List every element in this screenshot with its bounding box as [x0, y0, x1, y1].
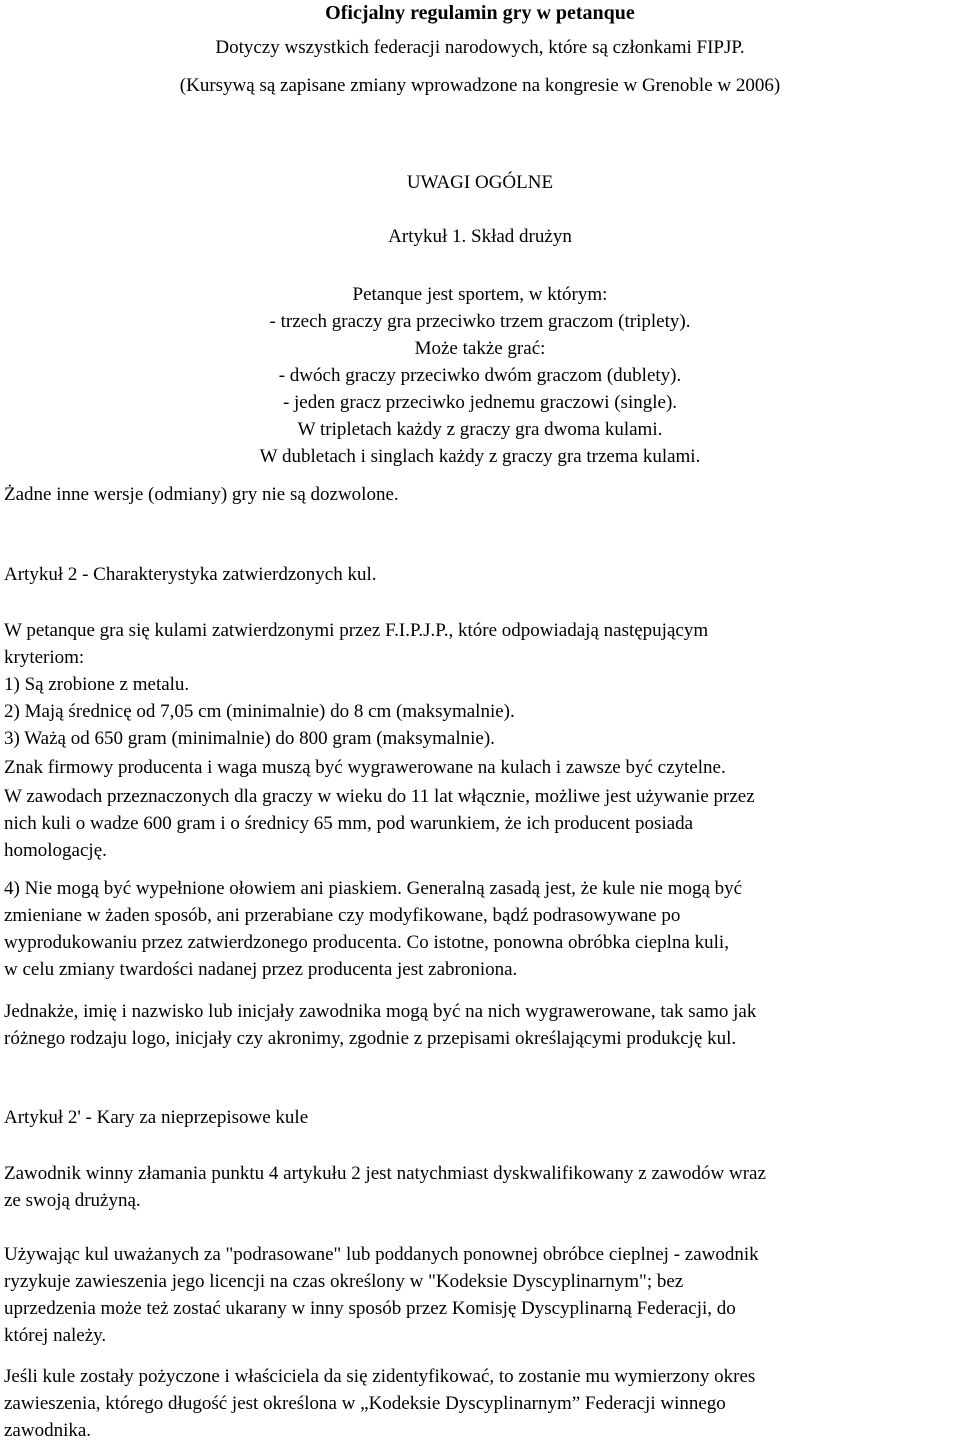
section-heading-general: UWAGI OGÓLNE [406, 172, 554, 193]
article-2-line: Znak firmowy producenta i waga muszą być wygrawerowane na kulach i zawsze być czytelne. [4, 757, 726, 778]
article-1-heading: Artykuł 1. Skład drużyn [388, 226, 572, 247]
document-subtitle-note: (Kursywą są zapisane zmiany wprowadzone na kongresie w Grenoble w 2006) [179, 75, 781, 96]
article-1-line: W dubletach i singlach każdy z graczy gra trzema kulami. [259, 446, 701, 467]
article-1-line: - dwóch graczy przeciwko dwóm graczom (dublety). [278, 365, 682, 386]
article-2p-line: ryzykuje zawieszenia jego licencji na czas określony w "Kodeksie Dyscyplinarnym"; bez [4, 1271, 684, 1292]
article-1-line: W tripletach każdy z graczy gra dwoma kulami. [297, 419, 663, 440]
article-2-line: w celu zmiany twardości nadanej przez producenta jest zabroniona. [4, 959, 518, 980]
article-2-line: 4) Nie mogą być wypełnione ołowiem ani piaskiem. Generalną zasadą jest, że kule nie mogą być [4, 878, 743, 899]
article-1-line: - trzech graczy gra przeciwko trzem graczom (triplety). [269, 311, 691, 332]
article-2-line: nich kuli o wadze 600 gram i o średnicy 65 mm, pod warunkiem, że ich producent posiada [4, 813, 694, 834]
article-2p-line: zawodnika. [4, 1420, 92, 1441]
article-2-line: zmieniane w żaden sposób, ani przerabiane czy modyfikowane, bądź podrasowywane po [4, 905, 681, 926]
article-1-line: Petanque jest sportem, w którym: [352, 284, 608, 305]
article-1-line: Może także grać: [414, 338, 546, 359]
article-2p-line: ze swoją drużyną. [4, 1190, 141, 1211]
article-2-line: wyprodukowaniu przez zatwierdzonego producenta. Co istotne, ponowna obróbka cieplna kuli, [4, 932, 729, 953]
article-2-line: homologację. [4, 840, 107, 861]
article-2-line: W petanque gra się kulami zatwierdzonymi przez F.I.P.J.P., które odpowiadają następującym [4, 620, 709, 641]
article-2-line: Jednakże, imię i nazwisko lub inicjały zawodnika mogą być na nich wygrawerowane, tak samo jak [4, 1001, 757, 1022]
article-2-line: 2) Mają średnicę od 7,05 cm (minimalnie) do 8 cm (maksymalnie). [4, 701, 515, 722]
article-2p-line: Zawodnik winny złamania punktu 4 artykułu 2 jest natychmiast dyskwalifikowany z zawodów wraz [4, 1163, 766, 1184]
article-2-line: W zawodach przeznaczonych dla graczy w wieku do 11 lat włącznie, możliwe jest używanie przez [4, 786, 755, 807]
article-2p-line: której należy. [4, 1325, 107, 1346]
article-2-line: 1) Są zrobione z metalu. [4, 674, 190, 695]
document-subtitle: Dotyczy wszystkich federacji narodowych, które są członkami FIPJP. [215, 37, 745, 58]
article-2p-line: uprzedzenia może też zostać ukarany w inny sposób przez Komisję Dyscyplinarną Federacji, do [4, 1298, 736, 1319]
article-1-note: Żadne inne wersje (odmiany) gry nie są dozwolone. [4, 484, 399, 505]
document-title: Oficjalny regulamin gry w petanque [325, 2, 635, 24]
article-2-heading: Artykuł 2 - Charakterystyka zatwierdzonych kul. [4, 564, 377, 585]
article-2p-line: Używając kul uważanych za "podrasowane" lub poddanych ponownej obróbce cieplnej - zawodnik [4, 1244, 759, 1265]
article-2p-line: Jeśli kule zostały pożyczone i właściciela da się zidentyfikować, to zostanie mu wymierzony okres [4, 1366, 756, 1387]
article-2-line: różnego rodzaju logo, inicjały czy akronimy, zgodnie z przepisami określającymi produkcję kul. [4, 1028, 737, 1049]
article-2-line: kryteriom: [4, 647, 85, 668]
article-1-line: - jeden gracz przeciwko jednemu graczowi (single). [282, 392, 678, 413]
article-2-line: 3) Ważą od 650 gram (minimalnie) do 800 gram (maksymalnie). [4, 728, 495, 749]
article-2p-line: zawieszenia, którego długość jest określona w „Kodeksie Dyscyplinarnym” Federacji winnego [4, 1393, 726, 1414]
article-2p-heading: Artykuł 2' - Kary za nieprzepisowe kule [4, 1107, 309, 1128]
